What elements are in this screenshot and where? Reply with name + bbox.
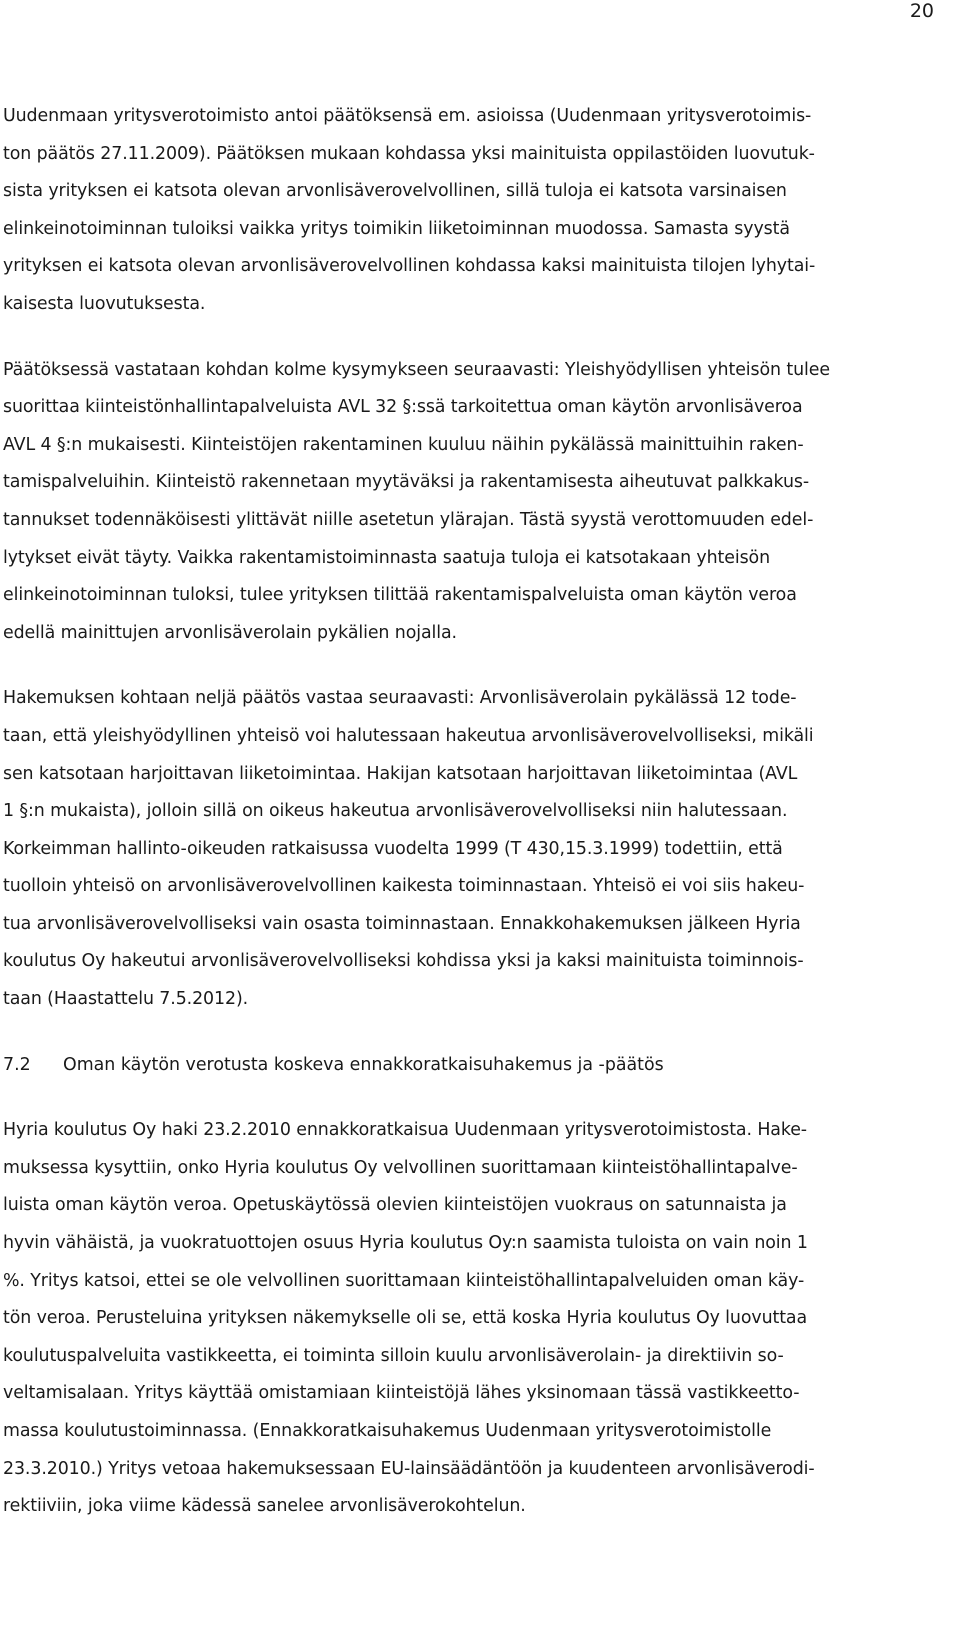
text-line: tua arvonlisäverovelvolliseksi vain osasta toiminnastaan. Ennakkohakemuksen jälkeen Hyria: [3, 913, 801, 934]
text-line: sen katsotaan harjoittavan liiketoimintaa. Hakijan katsotaan harjoittavan liiketoimintaa (AVL: [3, 763, 798, 784]
page-number: 20: [909, 0, 934, 22]
text-line: tamispalveluihin. Kiinteistö rakennetaan myytäväksi ja rakentamisesta aiheutuvat palkkakus-: [3, 472, 810, 493]
paragraph-advance-ruling: [3, 1112, 923, 1526]
text-line: koulutuspalveluita vastikkeetta, ei toiminta silloin kuulu arvonlisäverolain- ja direktiivin so-: [3, 1345, 784, 1366]
text-line: suorittaa kiinteistönhallintapalveluista AVL 32 §:ssä tarkoitettua oman käytön arvonlisäveroa: [3, 397, 803, 418]
text-line: ton päätös 27.11.2009). Päätöksen mukaan kohdassa yksi mainituista oppilastöiden luovutuk-: [3, 143, 815, 164]
text-line: tön veroa. Perusteluina yrityksen näkemykselle oli se, että koska Hyria koulutus Oy luovuttaa: [3, 1308, 808, 1329]
text-line: 1 §:n mukaista), jolloin sillä on oikeus hakeutua arvonlisäverovelvolliseksi niin halutessaan.: [3, 801, 788, 822]
text-line: rektiiviin, joka viime kädessä sanelee arvonlisäverokohtelun.: [3, 1496, 526, 1517]
text-line: luista oman käytön veroa. Opetuskäytössä olevien kiinteistöjen vuokraus on satunnaista ja: [3, 1195, 787, 1216]
text-line: tuolloin yhteisö on arvonlisäverovelvollinen kaikesta toiminnastaan. Yhteisö ei voi siis hakeu-: [3, 876, 805, 897]
section-title: Oman käytön verotusta koskeva ennakkoratkaisuhakemus ja -päätös: [63, 1054, 664, 1075]
document-body: [3, 98, 923, 1526]
text-line: Korkeimman hallinto-oikeuden ratkaisussa vuodelta 1999 (T 430,15.3.1999) todettiin, että: [3, 838, 783, 859]
section-number: 7.2: [3, 1054, 31, 1075]
text-line: taan (Haastattelu 7.5.2012).: [3, 989, 249, 1010]
text-line: Uudenmaan yritysverotoimisto antoi päätöksensä em. asioissa (Uudenmaan yritysverotoimis-: [3, 106, 812, 126]
paragraph-question-four: [3, 680, 923, 1018]
text-line: tannukset todennäköisesti ylittävät niille asetetun ylärajan. Tästä syystä verottomuuden edel-: [3, 509, 814, 530]
text-line: Hyria koulutus Oy haki 23.2.2010 ennakkoratkaisua Uudenmaan yritysverotoimistosta. Hake-: [3, 1120, 807, 1141]
text-line: hyvin vähäistä, ja vuokratuottojen osuus Hyria koulutus Oy:n saamista tuloista on vain noin 1: [3, 1233, 808, 1254]
text-line: edellä mainittujen arvonlisäverolain pykälien nojalla.: [3, 622, 457, 643]
text-line: Hakemuksen kohtaan neljä päätös vastaa seuraavasti: Arvonlisäverolain pykälässä 12 tode-: [3, 688, 797, 709]
text-line: yrityksen ei katsota olevan arvonlisäverovelvollinen kohdassa kaksi mainituista tilojen lyhytai-: [3, 256, 816, 277]
text-line: sista yrityksen ei katsota olevan arvonlisäverovelvollinen, sillä tuloja ei katsota varsinaisen: [3, 181, 787, 202]
text-line: kaisesta luovutuksesta.: [3, 293, 206, 314]
text-line: massa koulutustoiminnassa. (Ennakkoratkaisuhakemus Uudenmaan yritysverotoimistolle: [3, 1421, 772, 1441]
text-line: lytykset eivät täyty. Vaikka rakentamistoiminnasta saatuja tuloja ei katsotakaan yhteisön: [3, 547, 771, 568]
text-line: Päätöksessä vastataan kohdan kolme kysymykseen seuraavasti: Yleishyödyllisen yhteisön tulee: [3, 359, 830, 380]
text-line: %. Yritys katsoi, ettei se ole velvollinen suorittamaan kiinteistöhallintapalveluiden oman käy-: [3, 1270, 805, 1291]
text-line: veltamisalaan. Yritys käyttää omistamiaan kiinteistöjä lähes yksinomaan tässä vastikkeetto-: [3, 1383, 800, 1404]
text-line: elinkeinotoiminnan tuloksi, tulee yrityksen tilittää rakentamispalveluista oman käytön veroa: [3, 585, 797, 606]
section-heading: [3, 1047, 923, 1085]
text-line: taan, että yleishyödyllinen yhteisö voi halutessaan hakeutua arvonlisäverovelvolliseksi, mikäli: [3, 725, 814, 746]
text-line: elinkeinotoiminnan tuloiksi vaikka yritys toimikin liiketoiminnan muodossa. Samasta syystä: [3, 218, 790, 239]
text-line: AVL 4 §:n mukaisesti. Kiinteistöjen rakentaminen kuuluu näihin pykälässä mainittuihin raken-: [3, 434, 804, 455]
paragraph-question-three: [3, 352, 923, 653]
text-line: 23.3.2010.) Yritys vetoaa hakemuksessaan EU-lainsäädäntöön ja kuudenteen arvonlisäverodi-: [3, 1458, 815, 1479]
text-line: muksessa kysyttiin, onko Hyria koulutus Oy velvollinen suorittamaan kiinteistöhallintapalve-: [3, 1157, 798, 1178]
text-line: koulutus Oy hakeutui arvonlisäverovelvolliseksi kohdissa yksi ja kaksi mainituista toiminnois-: [3, 951, 804, 972]
paragraph-tax-office-decision: [3, 98, 923, 324]
